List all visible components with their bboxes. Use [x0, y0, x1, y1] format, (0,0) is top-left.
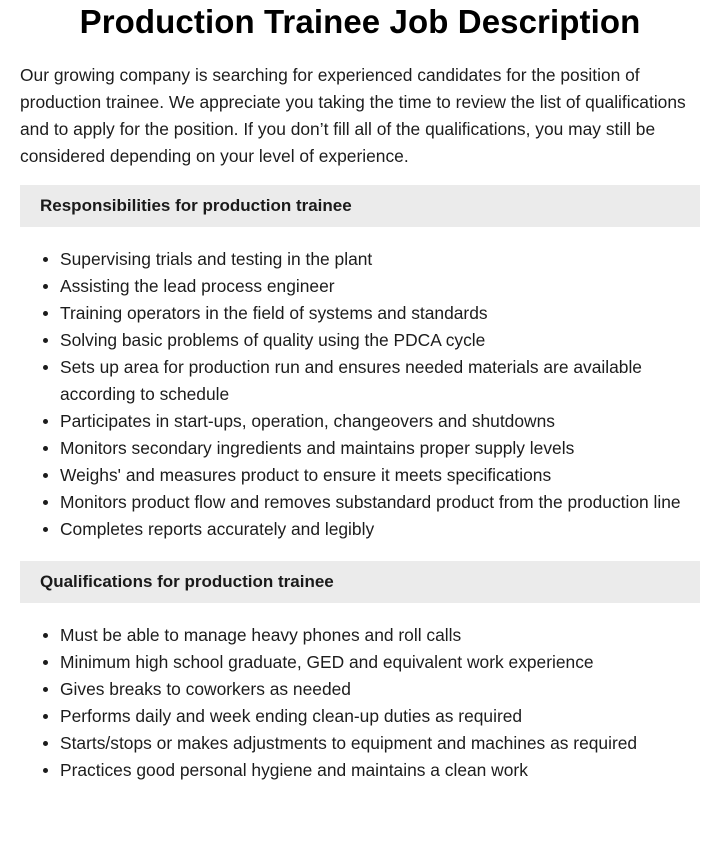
list-item: Starts/stops or makes adjustments to equipment and machines as required: [60, 730, 700, 757]
list-item: Assisting the lead process engineer: [60, 273, 700, 300]
list-item: Sets up area for production run and ensures needed materials are available according to schedule: [60, 354, 700, 408]
qualifications-heading: Qualifications for production trainee: [20, 561, 700, 603]
list-item: Practices good personal hygiene and maintains a clean work: [60, 757, 700, 784]
list-item: Must be able to manage heavy phones and roll calls: [60, 622, 700, 649]
list-item: Monitors product flow and removes substandard product from the production line: [60, 489, 700, 516]
list-item: Monitors secondary ingredients and maintains proper supply levels: [60, 435, 700, 462]
qualifications-list: [20, 622, 700, 784]
list-item: Solving basic problems of quality using the PDCA cycle: [60, 327, 700, 354]
responsibilities-heading: Responsibilities for production trainee: [20, 185, 700, 227]
list-item: Gives breaks to coworkers as needed: [60, 676, 700, 703]
page-title: Production Trainee Job Description: [79, 3, 641, 40]
list-item: Minimum high school graduate, GED and equivalent work experience: [60, 649, 700, 676]
list-item: Participates in start-ups, operation, changeovers and shutdowns: [60, 408, 700, 435]
intro-paragraph: Our growing company is searching for experienced candidates for the position of production trainee. We appreciate you taking the time to review the list of qualifications and to apply for the position. If you don’t fill all of the qualifications, you may still be considered depending on your level of experience.: [20, 65, 686, 166]
responsibilities-list: [20, 246, 700, 543]
list-item: Supervising trials and testing in the plant: [60, 246, 700, 273]
list-item: Weighs' and measures product to ensure it meets specifications: [60, 462, 700, 489]
list-item: Performs daily and week ending clean-up duties as required: [60, 703, 700, 730]
list-item: Training operators in the field of systems and standards: [60, 300, 700, 327]
list-item: Completes reports accurately and legibly: [60, 516, 700, 543]
